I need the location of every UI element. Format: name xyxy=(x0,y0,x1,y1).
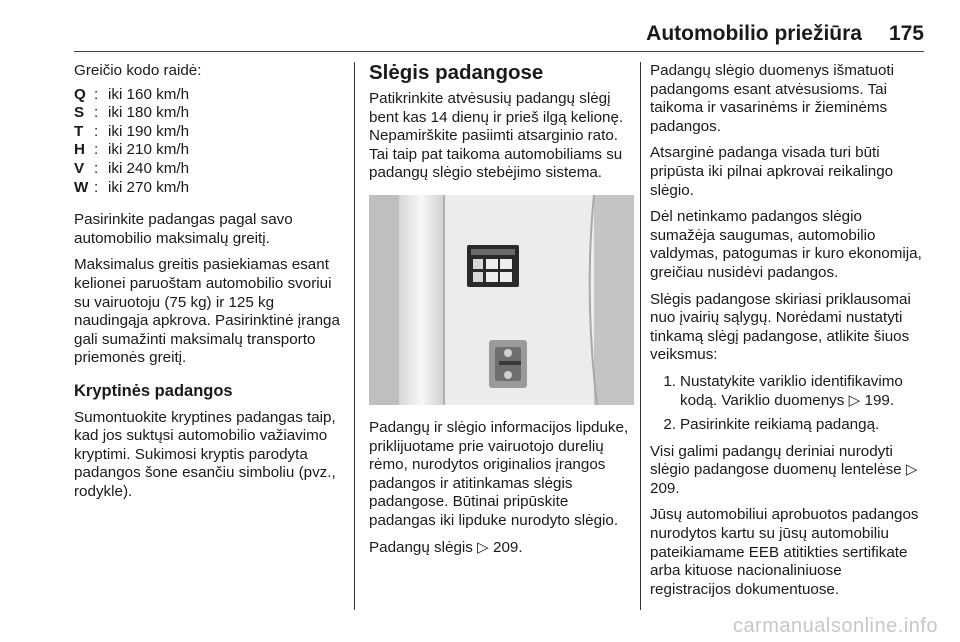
watermark: carmanualsonline.info xyxy=(732,615,938,637)
column-1 xyxy=(74,62,346,509)
speed-code-intro: Greičio kodo raidė: xyxy=(74,62,202,79)
paragraph: Jūsų automobiliui aprobuotos padangos nurodytos kartu su jūsų automobiliu pateikiamame EEB atitikties sertifikate arba kituose nacionaliniuose registracijos dokumentuose. xyxy=(650,506,919,598)
speed-row xyxy=(74,86,346,105)
paragraph: Patikrinkite atvėsusių padangų slėgį bent kas 14 dienų ir prieš ilgą kelionę. Nepamirškite pasiimti atsarginio rato. Tai taip pat taikoma automobiliams su padangų slėgio stebėjimo sistema. xyxy=(369,90,624,182)
page-ref: 209. xyxy=(650,479,680,497)
step-number: 1. xyxy=(663,372,676,390)
column-divider-2 xyxy=(640,62,641,610)
step-text: Nustatykite variklio identifikavimo kodą. Variklio duomenys xyxy=(680,372,903,409)
paragraph: Pasirinkite padangas pagal savo automobilio maksimalų greitį. xyxy=(74,211,293,247)
speed-value: iki 210 km/h xyxy=(108,141,190,159)
ref-text: Padangų slėgis xyxy=(369,538,473,556)
column-2 xyxy=(369,62,634,565)
page-ref-arrow-icon: ▷ xyxy=(477,538,489,556)
page-ref-arrow-icon: ▷ xyxy=(905,461,918,479)
section-title: Slėgis padangose xyxy=(369,61,544,84)
speed-code: W xyxy=(74,178,89,196)
speed-code: Q xyxy=(74,85,86,103)
header-rule xyxy=(74,51,924,52)
speed-code: H xyxy=(74,141,85,159)
speed-row xyxy=(74,123,346,142)
page-number: 175 xyxy=(888,22,924,45)
paragraph: Slėgis padangose skiriasi priklausomai nuo įvairių sąlygų. Norėdami nustatyti tinkamą slėgį padangose, atlikite šiuos veiksmus: xyxy=(650,290,911,364)
speed-row xyxy=(74,179,346,198)
colon: : xyxy=(94,178,99,196)
page-title: Automobilio priežiūra xyxy=(646,22,862,45)
speed-code: S xyxy=(74,104,85,122)
colon: : xyxy=(94,141,99,159)
door-frame-illustration xyxy=(369,195,634,405)
list-item xyxy=(650,373,926,410)
speed-value: iki 180 km/h xyxy=(108,104,190,122)
page-header xyxy=(74,22,924,50)
ref-text: Visi galimi padangų deriniai nurodyti slėgio padangose duomenų lentelėse xyxy=(650,442,902,479)
paragraph: Padangų ir slėgio informacijos lipduke, priklijuotame prie vairuotojo durelių rėmo, nurodytos originalios įrangos padangos ir atitinkamas slėgis padangose. Būtinai pripūskite padangas iki lipduke nurodyto slėgio. xyxy=(369,418,629,529)
paragraph: Maksimalus greitis pasiekiamas esant kelionei paruoštam automobilio svoriui su vairuotoju (75 kg) ir 125 kg naudingąja apkrova. Pasirinktinė įranga gali sumažinti maksimalų transporto priemonės greitį. xyxy=(74,256,340,367)
paragraph: Atsarginė padanga visada turi būti pripūsta iki pilnai apkrovai reikalingo slėgio. xyxy=(650,144,894,199)
colon: : xyxy=(94,85,99,103)
door-frame-label-photo xyxy=(369,195,634,405)
column-divider-1 xyxy=(354,62,355,610)
step-number: 2. xyxy=(663,416,676,434)
speed-code-table xyxy=(74,86,346,198)
speed-code: T xyxy=(74,122,84,140)
speed-value: iki 270 km/h xyxy=(108,178,190,196)
column-3 xyxy=(650,62,926,607)
page-ref: 199. xyxy=(864,391,895,409)
speed-row xyxy=(74,104,346,123)
paragraph: Padangų slėgio duomenys išmatuoti padangoms esant atvėsusioms. Tai taikoma ir vasarinėms ir žieminėms padangos. xyxy=(650,62,894,135)
paragraph: Dėl netinkamo padangos slėgio sumažėja saugumas, automobilio valdymas, patogumas ir kuro ekonomija, greičiau nusidėvi padangos. xyxy=(650,208,922,281)
colon: : xyxy=(94,104,99,122)
colon: : xyxy=(94,122,99,140)
speed-value: iki 240 km/h xyxy=(108,159,190,177)
speed-row xyxy=(74,160,346,179)
page-ref: 209. xyxy=(493,538,523,556)
list-item xyxy=(650,416,926,435)
steps-list xyxy=(650,373,926,435)
paragraph xyxy=(369,539,634,558)
paragraph xyxy=(650,443,926,499)
speed-row xyxy=(74,141,346,160)
step-text: Pasirinkite reikiamą padangą. xyxy=(680,416,880,434)
speed-value: iki 160 km/h xyxy=(108,85,190,103)
page-ref-arrow-icon: ▷ xyxy=(848,391,861,409)
paragraph: Sumontuokite kryptines padangas taip, kad jos suktųsi automobilio važiavimo kryptimi. Sukimosi kryptis parodyta padangos šone esančiu simboliu (pvz., rodykle). xyxy=(74,408,336,500)
section-heading: Kryptinės padangos xyxy=(74,381,233,400)
speed-code: V xyxy=(74,159,85,177)
colon: : xyxy=(94,159,99,177)
speed-value: iki 190 km/h xyxy=(108,122,190,140)
